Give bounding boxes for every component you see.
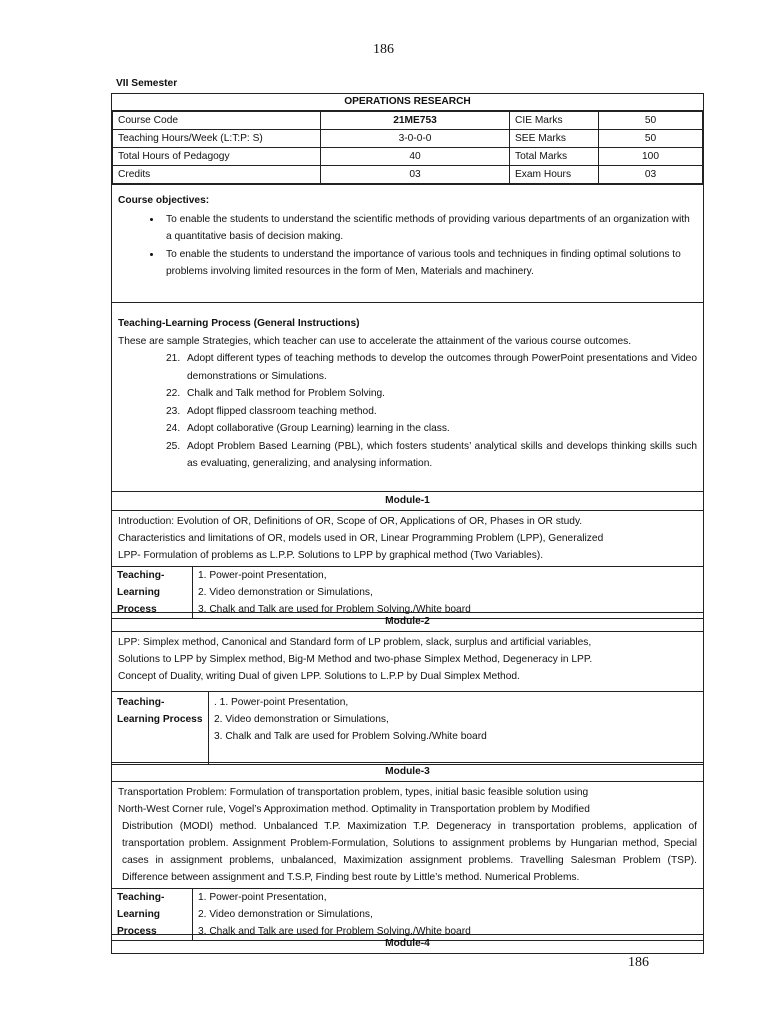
- content-line: LPP- Formulation of problems as L.P.P. Solutions to LPP by graphical method (Two Variables).: [118, 550, 544, 561]
- page-number-top: 186: [373, 42, 394, 57]
- module-1: [111, 491, 704, 619]
- list-item: 22. Chalk and Talk method for Problem Solving.: [183, 385, 697, 403]
- module-title: Module-1: [112, 492, 703, 511]
- module-teaching-learning: [112, 692, 703, 764]
- list-item: 24. Adopt collaborative (Group Learning) learning in the class.: [183, 420, 697, 438]
- list-item: • To enable the students to understand the scientific methods of providing various departments of an organization with a quantitative basis of decision making.: [162, 211, 697, 246]
- table-row: [113, 130, 703, 148]
- cell-value: 50: [599, 112, 703, 130]
- content-line: North-West Corner rule, Vogel’s Approximation method. Optimality in Transportation problem by Modified: [118, 804, 590, 815]
- table-row: [113, 148, 703, 166]
- module-teaching-learning: [112, 567, 703, 618]
- content-line: Characteristics and limitations of OR, models used in OR, Linear Programming Problem (LPP), Generalized: [118, 533, 604, 544]
- module-content: [112, 511, 703, 567]
- module-content: [112, 782, 703, 889]
- tl-label: Teaching- Learning Process: [112, 889, 193, 940]
- list-item: 25. Adopt Problem Based Learning (PBL), which fosters students’ analytical skills and develops thinking skills such as evaluating, generalizing, and analysing information.: [183, 438, 697, 473]
- cell-value: 03: [321, 166, 510, 184]
- course-info-table: [111, 93, 704, 185]
- table-row: [113, 112, 703, 130]
- cell-value: 03: [599, 166, 703, 184]
- module-3: [111, 762, 704, 941]
- tl-label: Teaching- Learning Process: [112, 692, 209, 764]
- cell-value: 100: [599, 148, 703, 166]
- cell-label: Credits: [113, 166, 321, 184]
- cell-label: Teaching Hours/Week (L:T:P: S): [113, 130, 321, 148]
- cell-value: 40: [321, 148, 510, 166]
- module-2: [111, 612, 704, 765]
- tl-items: 1. Power-point Presentation, 2. Video demonstration or Simulations, 3. Chalk and Talk are used for Problem Solving./White board: [198, 892, 471, 937]
- content-line: Concept of Duality, writing Dual of given LPP. Solutions to L.P.P by Dual Simplex Method.: [118, 671, 520, 682]
- cell-label: SEE Marks: [510, 130, 599, 148]
- tl-items: . 1. Power-point Presentation, 2. Video demonstration or Simulations, 3. Chalk and Talk are used for Problem Solving./White board: [214, 697, 487, 742]
- objectives-heading: Course objectives:: [118, 195, 210, 206]
- tlp-list: [118, 350, 697, 473]
- cell-label: Total Marks: [510, 148, 599, 166]
- content-line: LPP: Simplex method, Canonical and Standard form of LP problem, slack, surplus and artificial variables,: [118, 637, 592, 648]
- list-item: 23. Adopt flipped classroom teaching method.: [183, 403, 697, 421]
- cell-label: Course Code: [113, 112, 321, 130]
- module-title: Module-4: [385, 938, 430, 949]
- cell-label: Exam Hours: [510, 166, 599, 184]
- table-row: [113, 166, 703, 184]
- teaching-learning-process: [111, 302, 704, 492]
- tlp-intro: These are sample Strategies, which teacher can use to accelerate the attainment of the various course outcomes.: [118, 335, 632, 347]
- list-item: • To enable the students to understand the importance of various tools and techniques in finding optimal solutions to problems involving limited resources in the form of Men, Materials and machinery.: [162, 246, 697, 281]
- semester-label: VII Semester: [116, 78, 178, 89]
- tl-items: 1. Power-point Presentation, 2. Video demonstration or Simulations, 3. Chalk and Talk are used for Problem Solving./White board: [198, 570, 471, 615]
- course-title: OPERATIONS RESEARCH: [112, 94, 703, 111]
- content-line: Transportation Problem: Formulation of transportation problem, types, initial basic feasible solution using: [118, 787, 589, 798]
- cell-value: 3-0-0-0: [321, 130, 510, 148]
- module-teaching-learning: [112, 889, 703, 940]
- cell-label: CIE Marks: [510, 112, 599, 130]
- module-content: [112, 632, 703, 692]
- tl-label: Teaching- Learning Process: [112, 567, 193, 618]
- content-line: Introduction: Evolution of OR, Definitions of OR, Scope of OR, Applications of OR, Phases in OR study.: [118, 516, 583, 527]
- cell-value: 21ME753: [321, 112, 510, 130]
- page-number-bottom: 186: [628, 955, 649, 970]
- cell-label: Total Hours of Pedagogy: [113, 148, 321, 166]
- course-objectives: [111, 182, 704, 303]
- content-line: Solutions to LPP by Simplex method, Big-M Method and two-phase Simplex Method, Degeneracy in LPP.: [118, 654, 593, 665]
- list-item: 21. Adopt different types of teaching methods to develop the outcomes through PowerPoint presentations and Video demonstrations or Simulations.: [183, 350, 697, 385]
- module-title: Module-2: [112, 613, 703, 632]
- content-line: Distribution (MODI) method. Unbalanced T.P. Maximization T.P. Degeneracy in transportation problems, application of transportation problem. Assignment Problem-Formulation, Solutions to assignment problems by Hungarian method, Special cases in assignment problems, unbalanced, Maximization assignment problems. Travelling Salesman Problem (TSP). Difference between assignment and T.S.P, Finding best route by Little’s method. Numerical Problems.: [122, 821, 697, 883]
- objectives-list: [118, 211, 697, 281]
- module-4: [111, 934, 704, 954]
- module-title: Module-3: [112, 763, 703, 782]
- tlp-heading: Teaching-Learning Process (General Instructions): [118, 318, 360, 329]
- cell-value: 50: [599, 130, 703, 148]
